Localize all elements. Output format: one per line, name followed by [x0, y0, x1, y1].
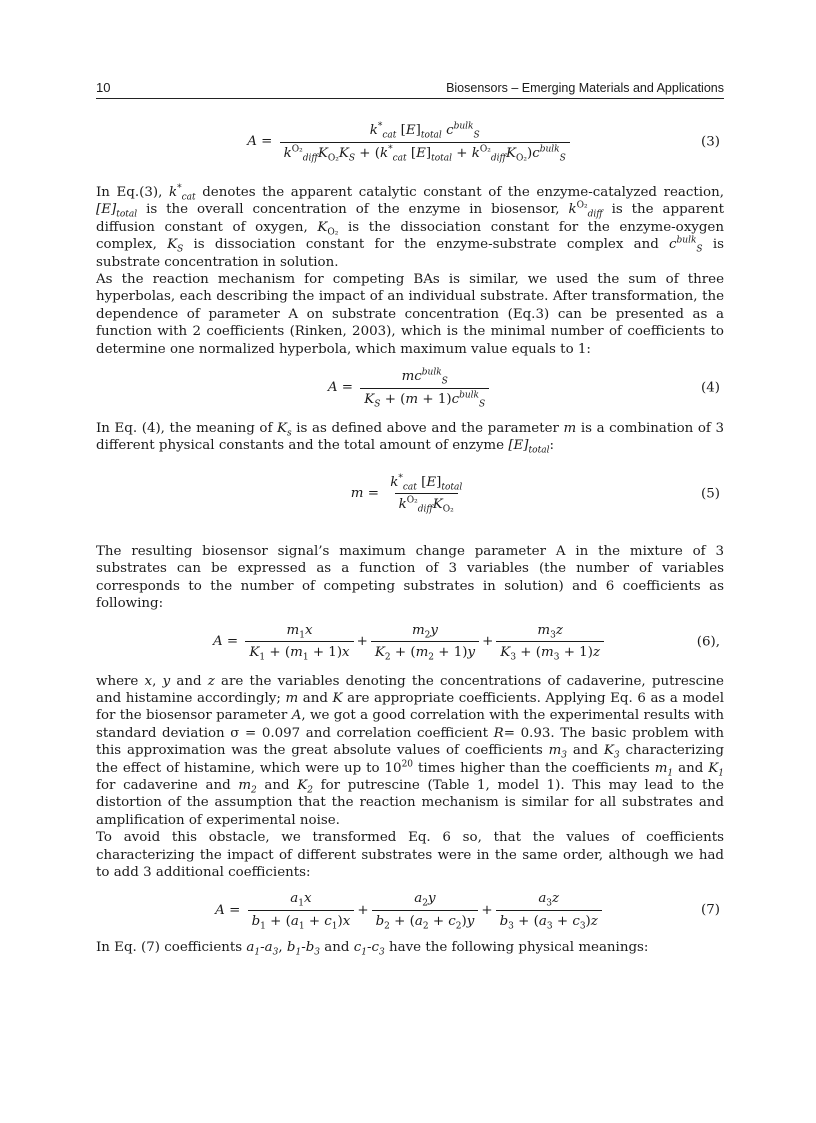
equation-number: (7) — [701, 902, 720, 918]
equation-number: (5) — [701, 486, 720, 502]
paragraph-3: In Eq. (4), the meaning of $K_s$ is as defined above and the parameter m is a combination of 3 different physical constants and the total amount of enzyme $[E]_{total}$: — [96, 421, 724, 457]
page-body — [96, 112, 724, 957]
paragraph-4: The resulting biosensor signal’s maximum change parameter A in the mixture of 3 substrates can be expressed as a function of 3 variables (the number of variables corresponds to the number of competing substrates in solution) and 6 coefficients as following: — [96, 543, 724, 612]
equation-5: m = $\frac{k^*_{cat} [E]_{total}}{k^{O_2}_{diff}K_{O_2}}$ (5) — [350, 473, 720, 516]
equation-3: A = $\frac{k^*_{cat} [E]_{total} c^{bulk}_S}{k^{O_2}_{diff}K_{O_2}K_S + (k^*_{cat} [E]_{total} + k^{O_2}_{diff}K_{O_2})c^{bulk}_S}$ (3) — [247, 121, 720, 164]
equation-number: (3) — [701, 134, 720, 150]
paragraph-6: To avoid this obstacle, we transformed Eq. 6 so, that the values of coefficients characterizing the impact of different substrates were in the same order, although we had to add 3 additional coefficients: — [96, 830, 724, 880]
paragraph-7: In Eq. (7) coefficients $a_1-a_3$, $b_1-b_3$ and $c_1-c_3$ have the following physical meanings: — [96, 940, 649, 959]
page-number: 10 — [96, 80, 111, 95]
equation-4: A = $\frac{mc^{bulk}_S}{K_S + (m + 1)c^{bulk}_S}$ (4) — [327, 367, 720, 410]
paragraph-2: As the reaction mechanism for competing BAs is similar, we used the sum of three hyperbolas, each describing the impact of an individual substrate. After transformation, the dependence of parameter A on substrate concentration (Eq.3) can be presented as a function with 2 coefficients (Rinken, 2003), which is the minimal number of coefficients to determine one normalized hyperbola, which maximum value equals to 1: — [96, 272, 724, 357]
paragraph-5: where x, y and z are the variables denoting the concentrations of cadaverine, putrescine and histamine accordingly; m and K are appropriate coefficients. Applying Eq. 6 as a model for the biosensor parameter A, we got a good correlation with the experimental results with standard deviation σ = 0.097 and correlation coefficient R= 0.93. The basic problem with this approximation was the great absolute values of coefficients $m_3$ and $K_3$ characterizing the effect of histamine, which were up to $10^{20}$ times higher than the coefficients $m_1$ and $K_1$ for cadaverine and $m_2$ and $K_2$ for putrescine (Table 1, model 1). This may lead to the distortion of the assumption that the reaction mechanism is similar for all substrates and amplification of experimental noise. — [96, 673, 725, 828]
page-header — [96, 80, 724, 99]
equation-number: (6), — [696, 633, 720, 649]
equation-7: A = $\frac{a_1x}{b_1 + (a_1 + c_1)x}$ + $\frac{a_2y}{b_2 + (a_2 + c_2)y}$ + $\frac{a_3z}{b_3 + (a_3 + c_3)z}$ (7) — [215, 891, 720, 932]
paragraph-1: In Eq.(3), $k^*_{cat}$ denotes the apparent catalytic constant of the enzyme-catalyzed reaction, $[E]_{total}$ is the overall concentration of the enzyme in biosensor, $k^{O_2}_{diff}$ is the apparent diffusion constant of oxygen, $K_{O_2}$ is the dissociation constant for the enzyme-oxygen complex, $K_S$ is dissociation constant for the enzyme-substrate complex and $c^{bulk}_S$ is substrate concentration in solution. — [96, 183, 724, 270]
equation-6: A = $\frac{m_1x}{K_1 + (m_1 + 1)x}$ + $\frac{m_2y}{K_2 + (m_2 + 1)y}$ + $\frac{m_3z}{K_3 + (m_3 + 1)z}$ (6), — [213, 622, 720, 663]
equation-number: (4) — [701, 380, 720, 396]
running-title: Biosensors – Emerging Materials and Applications — [446, 81, 724, 95]
